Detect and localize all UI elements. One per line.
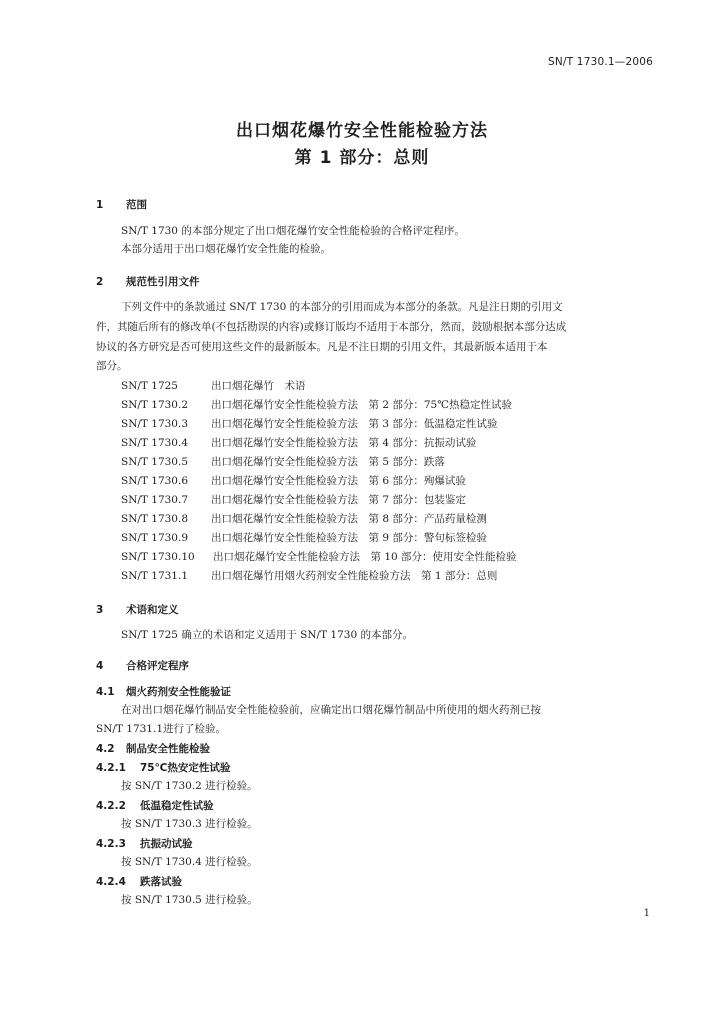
section-number: 2 [96,276,104,288]
section-title: 范围 [126,199,147,211]
reference-code: SN/T 1730.7 [121,494,188,506]
section-2-heading [96,274,200,289]
section-4-2-1-paragraph: 按 SN/T 1730.2 进行检验。 [121,780,258,792]
reference-title: 出口烟花爆竹安全性能检验方法 第 6 部分：殉爆试验 [211,475,466,487]
section-number: 4.1 [96,686,115,698]
section-title: 制品安全性能检验 [126,743,210,755]
reference-code: SN/T 1731.1 [121,570,188,582]
reference-code: SN/T 1730.6 [121,475,188,487]
reference-code: SN/T 1730.10 [121,551,195,563]
section-1-paragraph-2: 本部分适用于出口烟花爆竹安全性能的检验。 [121,243,331,255]
section-1-heading [96,197,147,212]
section-4-2-4-paragraph: 按 SN/T 1730.5 进行检验。 [121,894,258,906]
section-number: 4.2 [96,743,115,755]
reference-title: 出口烟花爆竹安全性能检验方法 第 5 部分：跌落 [211,456,445,468]
reference-item [121,568,497,583]
document-title: 出口烟花爆竹安全性能检验方法 [236,121,488,141]
reference-item [121,397,512,412]
reference-code: SN/T 1730.3 [121,418,188,430]
standard-code-header: SN/T 1730.1—2006 [548,56,653,68]
section-4-2-heading [96,741,210,756]
reference-item [121,378,306,393]
section-3-heading [96,602,179,617]
section-title: 低温稳定性试验 [140,800,214,812]
reference-title: 出口烟花爆竹安全性能检验方法 第 8 部分：产品药量检测 [211,513,487,525]
section-2-intro-line-3: 协议的各方研究是否可使用这些文件的最新版本。凡是不注日期的引用文件，其最新版本适用于本 [96,341,548,353]
section-number: 4.2.3 [96,838,126,850]
reference-item [121,435,476,450]
section-title: 跌落试验 [140,876,182,888]
reference-item [121,473,466,488]
reference-item [121,416,497,431]
section-4-1-heading [96,684,231,699]
reference-code: SN/T 1730.8 [121,513,188,525]
reference-title: 出口烟花爆竹安全性能检验方法 第 10 部分：使用安全性能检验 [213,551,517,563]
reference-code: SN/T 1730.9 [121,532,188,544]
section-2-intro-line-1: 下列文件中的条款通过 SN/T 1730 的本部分的引用而成为本部分的条款。凡是注日期的引用文 [121,301,563,313]
reference-item [121,530,487,545]
section-4-1-line-2: SN/T 1731.1进行了检验。 [96,723,226,735]
reference-title: 出口烟花爆竹安全性能检验方法 第 2 部分：75℃热稳定性试验 [211,399,512,411]
reference-code: SN/T 1730.2 [121,399,188,411]
section-title: 抗振动试验 [140,838,193,850]
section-2-intro-line-4: 部分。 [96,360,128,372]
section-title: 合格评定程序 [126,660,189,672]
section-number: 4 [96,660,104,672]
reference-code: SN/T 1730.5 [121,456,188,468]
reference-title: 出口烟花爆竹安全性能检验方法 第 4 部分：抗振动试验 [211,437,477,449]
reference-title: 出口烟花爆竹安全性能检验方法 第 3 部分：低温稳定性试验 [211,418,498,430]
reference-code: SN/T 1725 [121,380,178,392]
page-number: 1 [643,908,650,919]
section-4-1-line-1: 在对出口烟花爆竹制品安全性能检验前，应确定出口烟花爆竹制品中所使用的烟火药剂已按 [121,704,541,716]
section-1-paragraph-1: SN/T 1730 的本部分规定了出口烟花爆竹安全性能检验的合格评定程序。 [121,225,465,237]
section-4-2-2-paragraph: 按 SN/T 1730.3 进行检验。 [121,818,258,830]
document-subtitle: 第 1 部分：总则 [294,148,430,168]
section-number: 3 [96,604,104,616]
section-number: 1 [96,199,104,211]
section-4-2-4-heading [96,874,182,889]
section-2-intro-line-2: 件，其随后所有的修改单(不包括勘误的内容)或修订版均不适用于本部分，然而，鼓励根据本部分达成 [96,321,567,333]
section-3-paragraph: SN/T 1725 确立的术语和定义适用于 SN/T 1730 的本部分。 [121,629,413,641]
reference-title: 出口烟花爆竹用烟火药剂安全性能检验方法 第 1 部分：总则 [211,570,498,582]
section-4-2-2-heading [96,798,214,813]
section-number: 4.2.1 [96,762,126,774]
section-4-2-1-heading [96,760,230,775]
section-4-heading [96,658,189,673]
reference-item [121,511,487,526]
reference-item [121,492,466,507]
section-4-2-3-paragraph: 按 SN/T 1730.4 进行检验。 [121,856,258,868]
section-4-2-3-heading [96,836,193,851]
reference-code: SN/T 1730.4 [121,437,188,449]
section-title: 75℃热安定性试验 [140,762,231,774]
section-title: 术语和定义 [126,604,179,616]
section-number: 4.2.4 [96,876,126,888]
reference-title: 出口烟花爆竹安全性能检验方法 第 7 部分：包装鉴定 [211,494,466,506]
reference-item [121,454,445,469]
section-title: 规范性引用文件 [126,276,200,288]
reference-title: 出口烟花爆竹安全性能检验方法 第 9 部分：警句标签检验 [211,532,487,544]
section-number: 4.2.2 [96,800,126,812]
reference-item [121,549,517,564]
section-title: 烟火药剂安全性能验证 [126,686,231,698]
reference-title: 出口烟花爆竹 术语 [211,380,306,392]
